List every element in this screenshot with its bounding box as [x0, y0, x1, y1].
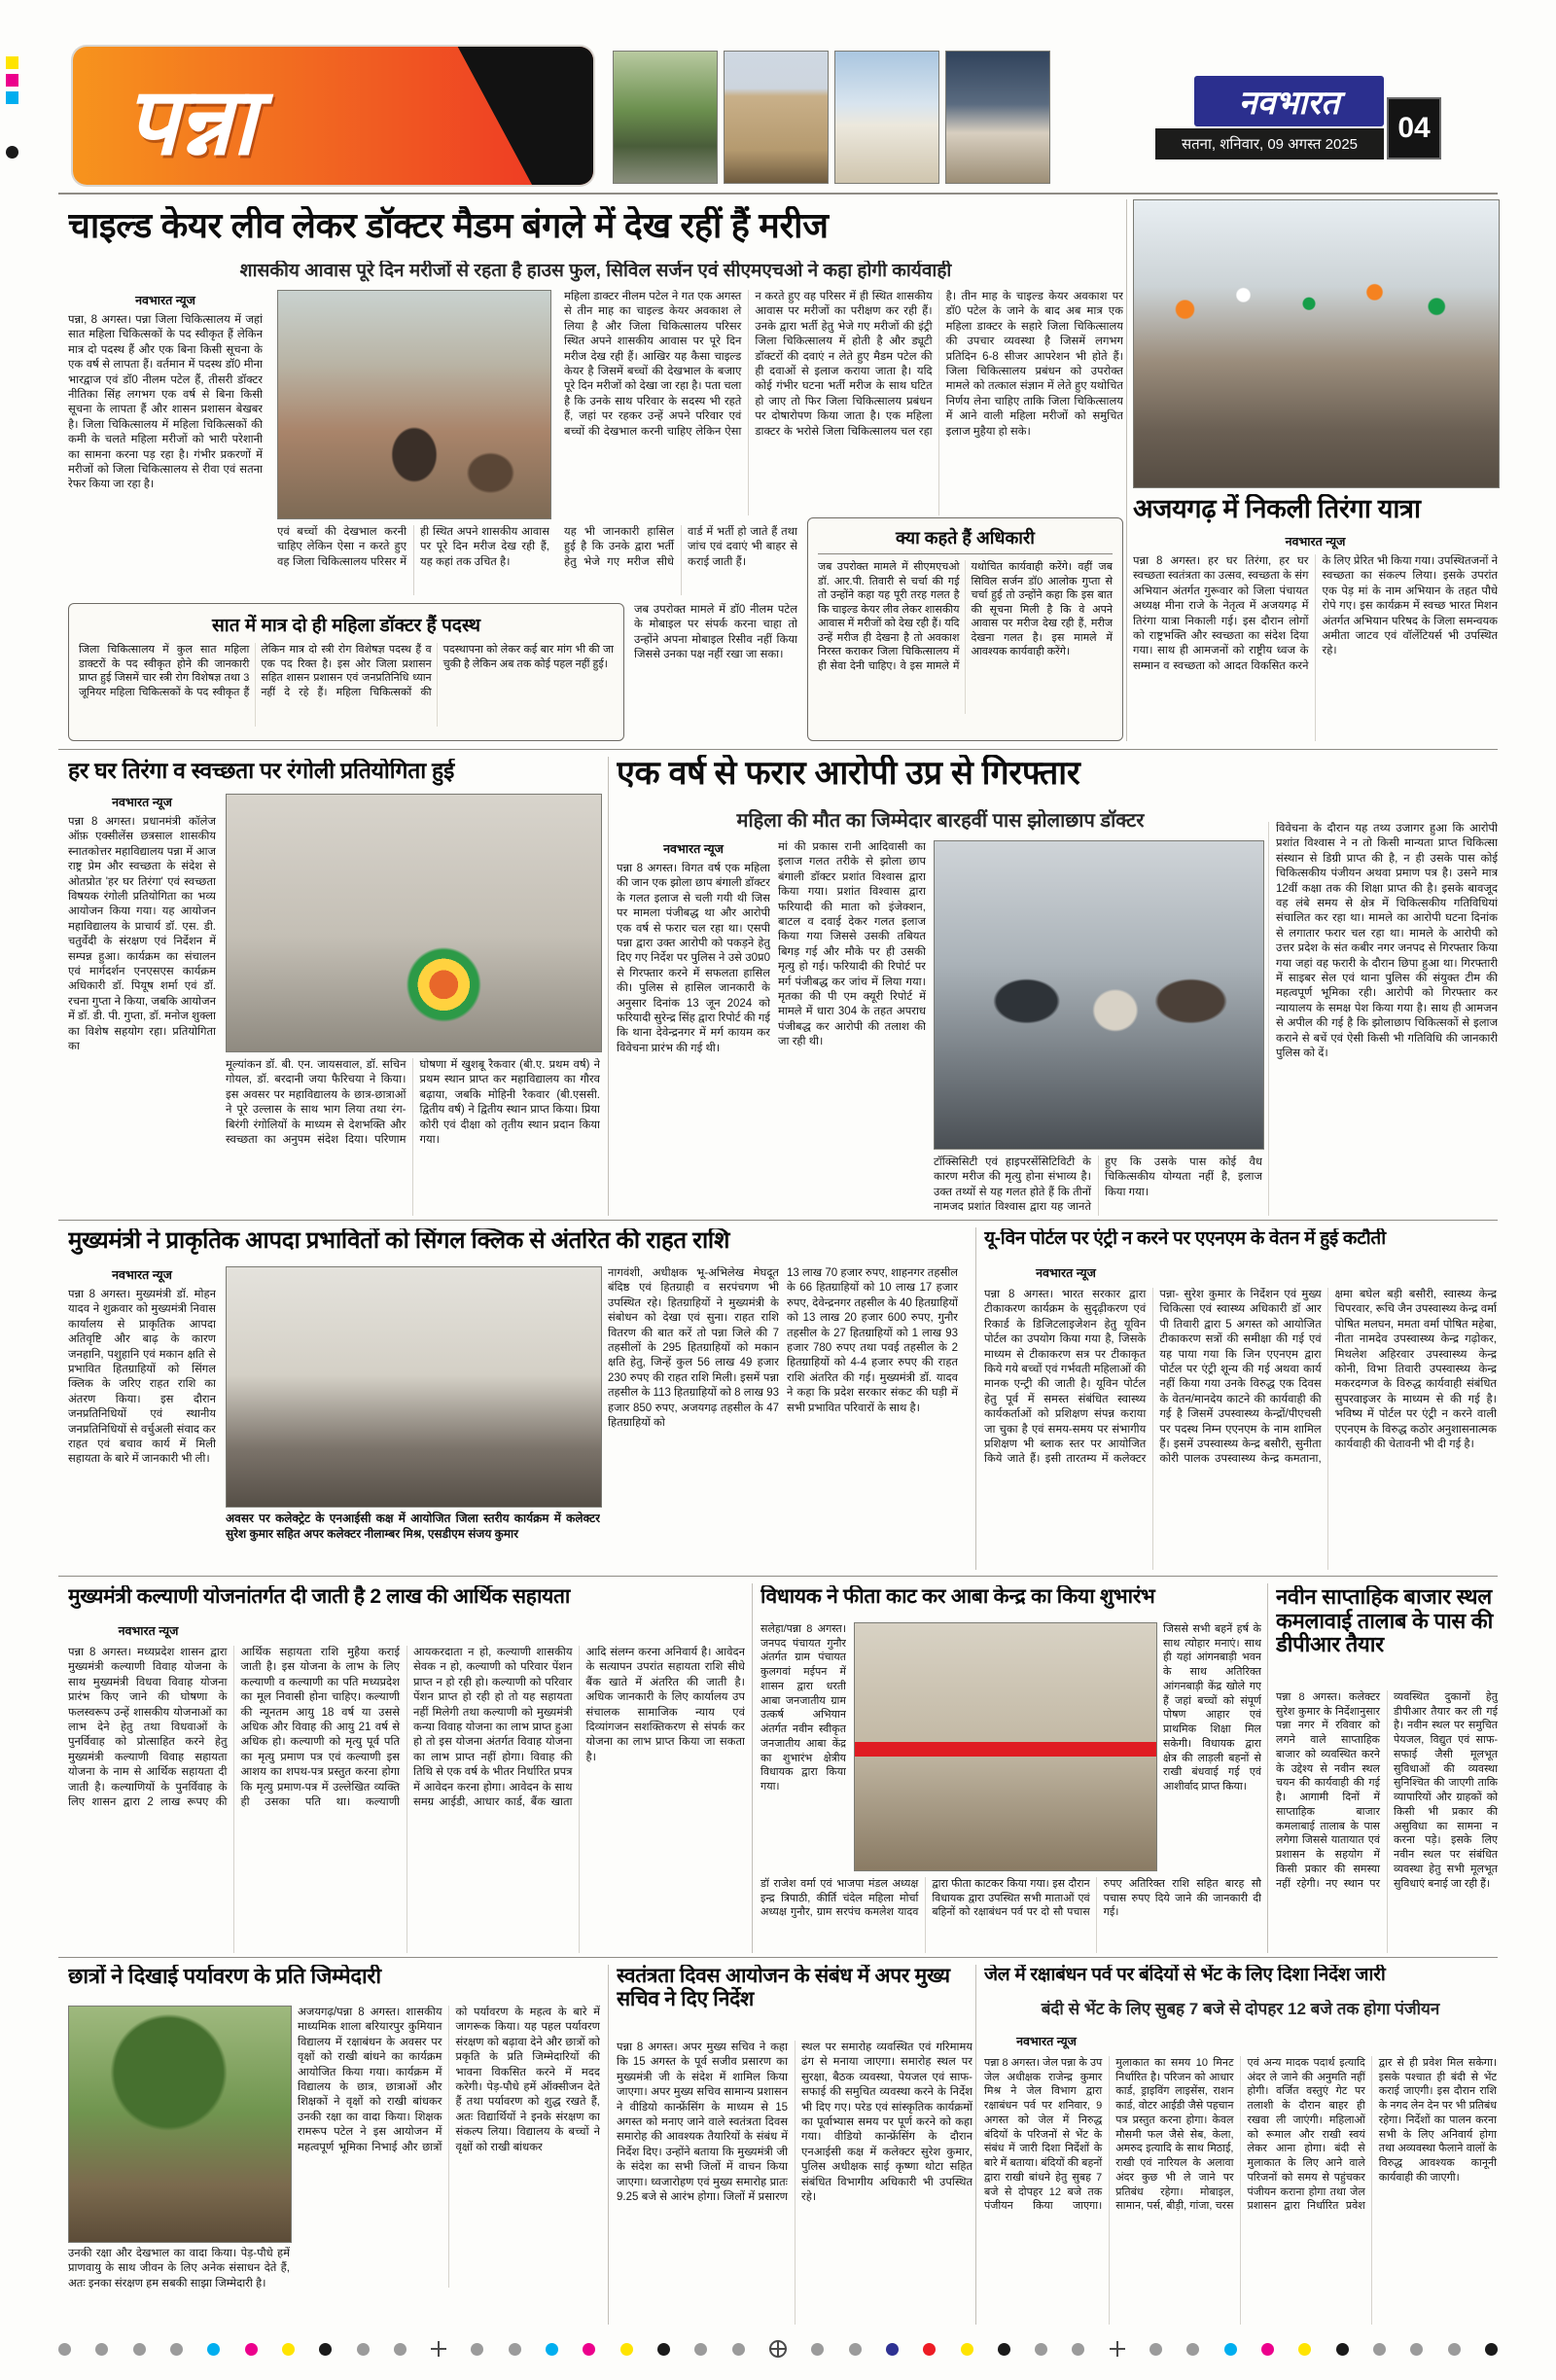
column-divider	[608, 757, 609, 1216]
photo-nic-meeting	[226, 1266, 602, 1508]
reg-dot-black	[319, 2343, 332, 2356]
reg-dot-gray	[1410, 2343, 1423, 2356]
column-divider	[1268, 822, 1269, 1216]
uwin-byline: नवभारत न्यूज	[1036, 1266, 1096, 1280]
photo-tree-rakhi	[68, 2006, 292, 2243]
tiranga-headline: अजयगढ़ में निकली तिरंगा यात्रा	[1133, 494, 1421, 523]
reg-dot-gray	[849, 2343, 862, 2356]
edition-dateline: सतना, शनिवार, 09 अगस्त 2025	[1155, 128, 1384, 160]
photo-tiranga-yatra-crowd	[1133, 199, 1500, 488]
box-doctors-posted	[68, 603, 624, 741]
reg-cross-mark	[1110, 2341, 1125, 2357]
reg-dot-yellow	[1298, 2343, 1311, 2356]
masthead-divider	[58, 193, 1498, 195]
lead-subhead: शासकीय आवास पूरे दिन मरीजों से रहता है हाउस फुल, सिविल सर्जन एवं सीएमएचओ ने कहा होगी कार्यवाही	[239, 261, 952, 281]
photo-police-arrest	[934, 840, 1264, 1150]
reg-dot-gray	[357, 2343, 370, 2356]
rangoli-headline: हर घर तिरंगा व स्वच्छता पर रंगोली प्रतियोगिता हुई	[68, 759, 454, 783]
independence-body: पन्ना 8 अगस्त। अपर मुख्य सचिव ने कहा कि 15 अगस्त के पूर्व सजीव प्रसारण का मुख्यमंत्री जी के संदेश में शामिल किया जाएगा। अपर मुख्य सचिव सामान्य प्रशासन ने वीडियो कान्फ्रेंसिंग के माध्यम से 15 अगस्त को मनाए जाने वाले स्वतंत्रता दिवस समारोह की आवश्यक तैयारियों के संबंध में निर्देश दिए। उन्होंने बताया कि मुख्यमंत्री जी के संदेश का सभी जिलों में वाचन किया जाएगा। ध्वजारोहण एवं मुख्य समारोह प्रातः 9.25 बजे से आरंभ होगा। जिलों में प्रसारण स्थल पर समारोह व्यवस्थित एवं गरिमामय ढंग से मनाया जाएगा। समारोह स्थल पर सुरक्षा, बैठक व्यवस्था, पेयजल एवं साफ-सफाई की समुचित व्यवस्था करने के निर्देश भी दिए गए। परेड एवं सांस्कृतिक कार्यक्रमों का पूर्वाभ्यास समय पर पूर्ण करने को कहा गया। वीडियो कान्फ्रेंसिंग के दौरान एनआईसी कक्ष में कलेक्टर सुरेश कुमार, पुलिस अधीक्षक साई कृष्णा थोटा सहित संबंधित विभागीय अधिकारी भी उपस्थित रहे।	[617, 2042, 972, 2204]
independence-headline: स्वतंत्रता दिवस आयोजन के संबंध में अपर मुख्य सचिव ने दिए निर्देश	[617, 1965, 950, 2010]
reg-dot-gray	[1072, 2343, 1084, 2356]
absconder-headline: एक वर्ष से फरार आरोपी उप्र से गिरफ्तार	[617, 755, 1080, 792]
jail-subhead: बंदी से भेंट के लिए सुबह 7 बजे से दोपहर 12 बजे तक होगा पंजीयन	[1041, 2000, 1440, 2018]
reg-dot-black	[1336, 2343, 1349, 2356]
relief-body-col2: नागवंशी, अधीक्षक भू-अभिलेख मेघदूत बंदिष्ठ एवं हितग्राही व सरपंचगण भी उपस्थित रहे। हितग्राहियों ने मुख्यमंत्री के संबोधन को देखा एवं सुना। राहत राशि वितरण की बात करें तो पन्ना जिले की 7 तहसीलों के 295 हितग्राहियों को मकान क्षति हेतु, जिन्हें कुल 56 लाख 49 हजार 230 रुपए की राहत राशि मिली। इसमें पन्ना तहसील के 113 हितग्राहियों को 8 लाख 93 हजार 850 रुपए, अजयगढ़ तहसील के 47 हितग्राहियों को	[608, 1267, 779, 1430]
relief-body-col3: 13 लाख 70 हजार रुपए, शाहनगर तहसील के 66 हितग्राहियों को 10 लाख 17 हजार रुपए, देवेन्द्रनगर तहसील के 40 हितग्राहियों को 13 लाख 20 हजार 600 रुपए, गुनौर तहसील के 27 हितग्राहियों को 1 लाख 93 हजार 780 रुपए तथा पवई तहसील के 2 हितग्राहियों को 4-4 हजार रुपए की राहत राशि अंतरित की गई। मुख्यमंत्री डॉ. यादव ने कहा कि प्रदेश सरकार संकट की घड़ी में सभी प्रभावित परिवारों के साथ है।	[787, 1267, 958, 1414]
reg-mark-yellow	[6, 56, 18, 69]
section-divider	[58, 1220, 1498, 1221]
absconder-body-col1: पन्ना 8 अगस्त। विगत वर्ष एक महिला की जान एक झोला छाप बंगाली डॉक्टर के गलत इलाज से चली गयी थी जिस पर मामला पंजीबद्ध था और आरोपी एक वर्ष से फरार चल रहा था। एसपी पन्ना द्वारा उक्त आरोपी को पकड़ने हेतु दिए गए निर्देश पर पुलिस ने उसे उ0प्र0 से गिरफ्तार करने में सफलता हासिल की। पुलिस से हासिल जानकारी के अनुसार दिनांक 13 जून 2024 को फरियादी सुरेन्द्र सिंह द्वारा रिपोर्ट की गई कि थाना देवेन्द्रनगर में मर्ग कायम कर विवेचना प्रारंभ की गई थी।	[617, 863, 770, 1054]
box-officials-text: जब उपरोक्त मामले में सीएमएचओ डॉ. आर.पी. तिवारी से चर्चा की गई तो उन्होंने कहा यह पूरी तरह गलत है कि चाइल्ड केयर लीव लेकर शासकीय आवास में मरीजों को देख रही हैं। यदि उन्हें मरीज ही देखना है तो अवकाश निरस्त कराकर जिला चिकित्सालय में ही सेवा देनी चाहिए। वे इस मामले में यथोचित कार्यवाही करेंगे। वहीं जब सिविल सर्जन डॉ0 आलोक गुप्ता से चर्चा हुई तो उन्होंने कहा कि इस बात की सूचना मिली है कि वे अपने आवास पर मरीज देख रही हैं, मरीज देखना गलत है। इस मामले में आवश्यक कार्यवाही करेंगे।	[818, 561, 1113, 672]
reg-dot-black	[998, 2343, 1010, 2356]
header-photo-greenery	[613, 51, 718, 184]
column-divider	[975, 1227, 976, 1570]
paper-name: नवभारत	[1194, 76, 1384, 126]
uwin-headline: यू-विन पोर्टल पर एंट्री न करने पर एएनएम के वेतन में हुई कटौती	[984, 1228, 1386, 1249]
reg-dot-black	[657, 2343, 670, 2356]
box-doctors-title: सात में मात्र दो ही महिला डॉक्टर हैं पदस्थ	[211, 616, 481, 636]
reg-dot-magenta	[583, 2343, 595, 2356]
reg-target-mark	[769, 2340, 787, 2358]
registration-marks-row	[58, 2338, 1498, 2360]
kalyani-byline: नवभारत न्यूज	[118, 1624, 179, 1638]
column-divider	[608, 1965, 609, 2325]
lead-headline: चाइल्ड केयर लीव लेकर डॉक्टर मैडम बंगले में देख रहीं हैं मरीज	[68, 206, 829, 245]
reg-dot-blue	[886, 2343, 899, 2356]
reg-dot-gray	[1186, 2343, 1199, 2356]
uwin-body: पन्ना 8 अगस्त। भारत सरकार द्वारा टीकाकरण कार्यक्रम के सुदृढ़ीकरण एवं रिकार्ड के डिजिटलाइजेशन हेतु यूविन पोर्टल का उपयोग किया गया है, जिसके माध्यम से टीकाकरण सत्र पर टीकाकृत किये गये बच्चों एवं गर्भवती महिलाओं की मानक एन्ट्री की जाती है। यूविन पोर्टल हेतु पूर्व में समस्त संबंधित स्वास्थ्य कार्यकर्ताओं को प्रशिक्षण संपन्न कराया जा चुका है एवं समय-समय पर संभागीय प्रशिक्षण भी ब्लाक स्तर पर आयोजित किये जाते हैं। इसी तारतम्य में कलेक्टर पन्ना- सुरेश कुमार के निर्देशन एवं मुख्य चिकित्सा एवं स्वास्थ्य अधिकारी डॉ आर पी तिवारी द्वारा 5 अगस्त को आयोजित टीकाकरण सत्रों की समीक्षा की गई एवं यह पाया गया कि जिन एएनएम द्वारा पोर्टल पर एंट्री शून्य की गई अथवा कार्य नहीं किया गया उनके विरुद्ध एक दिवस के वेतन/मानदेय काटने की कार्यवाही की गई है जिसमें उपस्वास्थ्य केन्द्रों/पीएचसी पर पदस्थ निम्न एएनएम के नाम शामिल हैं। इसमें उपस्वास्थ्य केन्द्र बसौरी, सुनीता कोरी पालक उपस्वास्थ्य केन्द्र कमताना, क्षमा बघेल बड़ी बसौरी, स्वास्थ्य केन्द्र चिपरवार, रूचि जैन उपस्वास्थ्य केन्द्र वर्मा पोषित मलघन, ममता वर्मा पोषित महेबा, नीता नामदेव उपस्वास्थ्य केन्द्र गढ़ोकर, मिथलेश अहिरवार उपस्वास्थ्य केन्द्र कोनी, विभा तिवारी उपस्वास्थ्य केन्द्र मकरदग्गज के विरुद्ध कार्यवाही संबंधित सुपरवाइजर के माध्यम से की गई है। भविष्य में पोर्टल पर एंट्री न करने वाली एएनएम के विरुद्ध कठोर अनुशासनात्मक कार्यवाही की चेतावनी भी दी गई है।	[984, 1289, 1497, 1466]
reg-mark-magenta	[6, 74, 18, 87]
edition-name: पन्ना	[125, 70, 257, 174]
reg-dot-magenta	[1261, 2343, 1274, 2356]
reg-dot-yellow	[961, 2343, 973, 2356]
environment-body-under: उनकी रक्षा और देखभाल का वादा किया। पेड़-पौधे हमें प्राणवायु के साथ जीवन के लिए अनेक संसाधन देते हैं, अतः इनका संरक्षण हम सबकी साझा जिम्मेदारी है।	[68, 2248, 290, 2290]
lead-body-col1: पन्ना, 8 अगस्त। पन्ना जिला चिकित्सालय में जहां सात महिला चिकित्सकों के पद स्वीकृत हैं लेकिन मात्र दो पदस्थ हैं और एक बिना किसी सूचना के एक वर्ष से लापता हैं। वर्तमान में पदस्थ डॉ0 मीना भारद्वाज एवं डॉ0 नीलम पटेल हैं, तीसरी डॉक्टर नीतिका सिंह लगभग एक वर्ष से बिना किसी सूचना के लापता हैं और शासन प्रशासन बेखबर है। जिला चिकित्सालय में महिला चिकित्सकों की कमी के चलते महिला मरीजों को भारी परेशानी का सामना करना पड़ रहा है। गंभीर प्रकरणों में मरीजों को जिला चिकित्सालय से रीवा एवं सतना रेफर किया जा रहा है।	[68, 314, 263, 491]
reg-dot-gray	[1035, 2343, 1047, 2356]
aba-body-left: सलेहा/पन्ना 8 अगस्त। जनपद पंचायत गुनौर अंतर्गत ग्राम पंचायत कुलगवां मईपन में शासन द्वारा धरती आबा जनजातीय ग्राम उत्कर्ष अभियान अंतर्गत नवीन स्वीकृत जनजातीय आबा केंद्र का शुभारंभ क्षेत्रीय विधायक द्वारा किया गया।	[760, 1623, 846, 1794]
photo-rangoli-contest	[226, 794, 602, 1052]
logo-black-wedge-shape	[374, 47, 593, 185]
section-divider	[58, 1957, 1498, 1958]
reg-dot-magenta	[245, 2343, 258, 2356]
lead-body-gap-col: जब उपरोक्त मामले में डॉ0 नीलम पटेल के मोबाइल पर संपर्क करना चाहा तो उन्होंने अपना मोबाइल रिसीव नहीं किया जिससे उनका पक्ष नहीं रखा जा सका।	[634, 604, 797, 661]
photo-ribbon-cutting	[854, 1622, 1157, 1871]
lead-byline: नवभारत न्यूज	[135, 294, 195, 307]
reg-dot-gray	[509, 2343, 521, 2356]
lead-body-right: महिला डाक्टर नीलम पटेल ने गत एक अगस्त से तीन माह का चाइल्ड केयर अवकाश ले लिया है और जिला चिकित्सालय परिसर स्थित अपने शासकीय आवास पर पूरे दिन मरीज देख रही हैं। आखिर यह कैसा चाइल्ड केयर है जिसमें बच्चों की देखभाल के बजाए पूरे दिन मरीजों को देखा जा रहा है। पता चला है कि उनके साथ परिवार के सदस्य भी रहते हैं, जहां पर रहकर उन्हें अपने परिवार एवं बच्चों की देखभाल करनी चाहिए लेकिन ऐसा न करते हुए वह परिसर में ही स्थित शासकीय आवास पर मरीजों का परीक्षण कर रही हैं। उनके द्वारा भर्ती हेतु भेजे गए मरीजों की इंट्री जिला चिकित्सालय में होती है और ड्यूटी डॉक्टरों की दवाएं न लेते हुए मैडम पटेल की ही दवाओं से इलाज कराया जाता है। यदि कोई गंभीर घटना भर्ती मरीज के साथ घटित हो जाए तो फिर जिला चिकित्सालय प्रबंधन पर दोषारोपण किया जाता है। एक महिला डाक्टर के भरोसे जिला चिकित्सालय चल रहा है। तीन माह के चाइल्ड केयर अवकाश पर डॉ0 पटेल के जाने के बाद अब मात्र एक महिला डाक्टर के सहारे जिला चिकित्सालय की उपचार व्यवस्था है जिसमें लगभग प्रतिदिन 6-8 सीजर आपरेशन भी होते हैं। जिला चिकित्सालय प्रबंधन को उपरोक्त मामले को तत्काल संज्ञान में लेते हुए यथोचित निर्णय लेना चाहिए ताकि जिला चिकित्सालय में आने वाली महिला मरीजों को समुचित इलाज मुहैया हो सके।	[564, 291, 1123, 438]
reg-dot-yellow	[282, 2343, 295, 2356]
aba-body-right: जिससे सभी बहनें हर्ष के साथ त्योहार मनाएं। साथ ही यहां आंगनबाड़ी भवन के साथ अतिरिक्त आंगनबाड़ी केंद्र खोले गए हैं जहां बच्चों को संपूर्ण पोषण आहार एवं प्राथमिक शिक्षा मिल सकेगी। विधायक द्वारा क्षेत्र की लाड़ली बहनों से राखी बंधवाई गई एवं आशीर्वाद प्राप्त किया।	[1163, 1623, 1261, 1794]
reg-dot-cyan	[1224, 2343, 1237, 2356]
aba-headline: विधायक ने फीता काट कर आबा केन्द्र का किया शुभारंभ	[760, 1585, 1155, 1608]
environment-body: अजयगढ़/पन्ना 8 अगस्त। शासकीय माध्यमिक शाला बरियारपुर कुमियान विद्यालय में रक्षाबंधन के अवसर पर वृक्षों को राखी बांधने का कार्यक्रम आयोजित किया गया। कार्यक्रम में विद्यालय के छात्र, छात्राओं और शिक्षकों ने वृक्षों को राखी बांधकर उनकी रक्षा का वादा किया। शिक्षक रामरूप पटेल ने इस आयोजन में महत्वपूर्ण भूमिका निभाई और छात्रों को पर्यावरण के महत्व के बारे में जागरूक किया। यह पहल पर्यावरण संरक्षण को बढ़ावा देने और छात्रों को प्रकृति के प्रति जिम्मेदारियों की भावना विकसित करने में मदद करेगी। पेड़-पौधे हमें ऑक्सीजन देते हैं तथा पर्यावरण को शुद्ध रखते हैं, अतः विद्यार्थियों ने इनके संरक्षण का संकल्प लिया। विद्यालय के बच्चों ने वृक्षों को राखी बांधकर	[298, 2007, 600, 2153]
column-divider	[975, 1965, 976, 2325]
reg-dot-cyan	[546, 2343, 558, 2356]
reg-dot-gray	[133, 2343, 146, 2356]
kalyani-headline: मुख्यमंत्री कल्याणी योजनांतर्गत दी जाती है 2 लाख की आर्थिक सहायता	[68, 1585, 571, 1608]
reg-dot-gray	[170, 2343, 183, 2356]
reg-cross-mark	[431, 2341, 446, 2357]
lead-body-under-photo: एवं बच्चों की देखभाल करनी चाहिए लेकिन ऐसा न करते हुए वह जिला चिकित्सालय परिसर में ही स्थित अपने शासकीय आवास पर पूरे दिन मरीज देख रही हैं, यह कहां तक उचित है।	[277, 526, 549, 568]
column-divider	[1267, 1583, 1268, 1953]
reg-dot-gray	[58, 2343, 71, 2356]
absconder-body-right: विवेचना के दौरान यह तथ्य उजागर हुआ कि आरोपी प्रशांत विश्वास ने न तो किसी मान्यता प्राप्त चिकित्सा संस्थान से डिग्री प्राप्त की है, न ही उसके पास कोई चिकित्सकीय पंजीयन अथवा प्रमाण पत्र है। उसने मात्र 12वीं कक्षा तक की शिक्षा प्राप्त की है। इसके बावजूद वह लंबे समय से क्षेत्र में चिकित्सकीय गतिविधियां संचालित कर रहा था। मामले का आरोपी घटना दिनांक से लगातार फरार चल रहा था। मामले के आरोपी को उत्तर प्रदेश के संत कबीर नगर जनपद से गिरफ्तार किया गया जहां वह फरारी के दौरान छिपा हुआ था। गिरफ्तारी में साइबर सेल एवं थाना पुलिस की संयुक्त टीम की महत्वपूर्ण भूमिका रही। आरोपी को गिरफ्तार कर न्यायालय के समक्ष पेश किया गया है। साथ ही आमजन से अपील की गई है कि झोलाछाप चिकित्सकों से इलाज कराने से बचें एवं ऐसी किसी भी गतिविधि की जानकारी पुलिस को दें।	[1276, 823, 1498, 1060]
absconder-subhead: महिला की मौत का जिम्मेदार बारहवीं पास झोलाछाप डॉक्टर	[736, 810, 1145, 832]
reg-dot-gray	[1448, 2343, 1461, 2356]
absconder-byline: नवभारत न्यूज	[663, 842, 724, 856]
lead-photo-hospital-quarters	[277, 290, 551, 519]
absconder-body-under: टॉक्सिसिटी एवं हाइपरसेंसिटिविटी के कारण मरीज की मृत्यु होना संभाव्य है। उक्त तथ्यों से यह गलत होते हैं कि तीनों नामजद प्रशांत विश्वास द्वारा यह जानते हुए कि उसके पास कोई वैध चिकित्सकीय योग्यता नहीं है, इलाज किया गया।	[934, 1156, 1262, 1214]
jail-byline: नवभारत न्यूज	[1016, 2035, 1077, 2048]
relief-photo-caption: अवसर पर कलेक्ट्रेट के एनआईसी कक्ष में आयोजित जिला स्तरीय कार्यक्रम में कलेक्टर सुरेश कुमार सहित अपर कलेक्टर नीलाम्बर मिश्र, एसडीएम संजय कुमार	[226, 1511, 600, 1541]
rangoli-byline: नवभारत न्यूज	[112, 796, 172, 809]
kalyani-body: पन्ना 8 अगस्त। मध्यप्रदेश शासन द्वारा मुख्यमंत्री कल्याणी विवाह योजना के साथ मुख्यमंत्री विधवा विवाह योजना प्रारंभ किए जाने की घोषणा के फलस्वरूप उन्हें शासकीय योजनाओं का लाभ देने हेतु तथा विधवाओं के पुनर्विवाह को प्रोत्साहित करने हेतु मुख्यमंत्री कल्याणी विवाह सहायता योजना के नाम से आर्थिक सहायता दी जाती है। कल्याणियों के पुनर्विवाह के लिए शासन द्वारा 2 लाख रूपए की आर्थिक सहायता राशि मुहैया कराई जाती है। इस योजना के लाभ के लिए कल्याणी व कल्याणी का पति मध्यप्रदेश का मूल निवासी होना चाहिए। कल्याणी की न्यूनतम आयु 18 वर्ष या उससे अधिक और विवाह की आयु 21 वर्ष से अधिक हो। कल्याणी को मृत्यु पूर्व पति का मृत्यु प्रमाण पत्र एवं कल्याणी इस आशय का शपथ-पत्र प्रस्तुत करना होगा कि मृत्यु प्रमाण-पत्र में उल्लेखित व्यक्ति ही उसका पति था। कल्याणी आयकरदाता न हो, कल्याणी शासकीय सेवक न हो, कल्याणी को परिवार पेंशन प्राप्त न हो रही हो। कल्याणी को परिवार पेंशन प्राप्त हो रही हो तो यह सहायता नहीं मिलेगी तथा कल्याणी को मुख्यमंत्री कन्या विवाह योजना का लाभ प्राप्त हुआ हो तो इस योजना अंतर्गत विवाह योजना का लाभ प्राप्त नहीं होगा। विवाह की तिथि से एक वर्ष के भीतर निर्धारित प्रपत्र में आवेदन करना होगा। आवेदन के साथ समग्र आईडी, आधार कार्ड, बैंक खाता आदि संलग्न करना अनिवार्य है। आवेदन के सत्यापन उपरांत सहायता राशि सीधे बैंक खाते में अंतरित की जाती है। अधिक जानकारी के लिए कार्यालय उप संचालक सामाजिक न्याय एवं दिव्यांगजन सशक्तिकरण से संपर्क कर योजना का लाभ प्राप्त किया जा सकता है।	[68, 1647, 745, 1809]
panna-edition-logo	[73, 47, 593, 185]
relief-headline: मुख्यमंत्री ने प्राकृतिक आपदा प्रभावितों को सिंगल क्लिक से अंतरित की राहत राशि	[68, 1228, 730, 1254]
reg-mark-black	[6, 146, 18, 159]
reg-dot-gray	[1373, 2343, 1386, 2356]
box-doctors-text: जिला चिकित्सालय में कुल सात महिला डाक्टरों के पद स्वीकृत होने की जानकारी प्राप्त हुई जिसमें चार स्त्री रोग विशेषज्ञ तथा 3 जूनियर महिला चिकित्सकों के पद स्वीकृत हैं लेकिन मात्र दो स्त्री रोग विशेषज्ञ पदस्थ हैं व एक पद रिक्त है। इस ओर जिला प्रशासन सहित शासन प्रशासन एवं जनप्रतिनिधि ध्यान नहीं दे रहे हैं। महिला चिकित्सकों की पदस्थापना को लेकर कई बार मांग भी की जा चुकी है लेकिन अब तक कोई पहल नहीं हुई।	[79, 644, 614, 698]
header-photo-shrine	[945, 51, 1050, 184]
tiranga-byline: नवभारत न्यूज	[1285, 535, 1346, 549]
box-officials	[807, 517, 1123, 741]
dpr-body: पन्ना 8 अगस्त। कलेक्टर सुरेश कुमार के निर्देशानुसार पन्ना नगर में रविवार को लगने वाले साप्ताहिक बाजार को व्यवस्थित करने के उद्देश्य से नवीन स्थल चयन की कार्यवाही की गई है। आगामी दिनों में साप्ताहिक बाजार कमलाबाई तालाब के पास लगेगा जिससे यातायात एवं प्रशासन के सहयोग में किसी प्रकार की समस्या नहीं रहेगी। नए स्थान पर व्यवस्थित दुकानों हेतु डीपीआर तैयार कर ली गई है। नवीन स्थल पर समुचित पेयजल, विद्युत एवं साफ-सफाई जैसी मूलभूत सुविधाओं की व्यवस्था सुनिश्चित की जाएगी ताकि व्यापारियों और ग्राहकों को किसी भी प्रकार की असुविधा का सामना न करना पड़े। इसके लिए नवीन स्थल पर संबंधित व्यवस्था हेतु सभी मूलभूत सुविधाएं बनाई जा रही हैं।	[1276, 1691, 1498, 1890]
jail-headline: जेल में रक्षाबंधन पर्व पर बंदियों से भेंट के लिए दिशा निर्देश जारी	[984, 1965, 1386, 1985]
header-photo-temple	[834, 51, 939, 184]
reg-dot-yellow	[620, 2343, 633, 2356]
reg-dot-gray	[471, 2343, 483, 2356]
dpr-headline: नवीन साप्ताहिक बाजार स्थल कमलावाई तालाब के पास की डीपीआर तैयार	[1276, 1585, 1494, 1657]
jail-body: पन्ना 8 अगस्त। जेल पन्ना के उप जेल अधीक्षक राजेन्द्र कुमार मिश्र ने जेल विभाग द्वारा रक्षाबंधन पर्व पर शनिवार, 9 अगस्त को जेल में निरुद्ध बंदियों के परिजनों से भेंट के संबंध में जारी दिशा निर्देशों के बारे में बताया। बंदियों की बहनों द्वारा राखी बांधने हेतु सुबह 7 बजे से दोपहर 12 बजे तक पंजीयन किया जाएगा। मुलाकात का समय 10 मिनट निर्धारित है। परिजन को आधार कार्ड, ड्राइविंग लाइसेंस, राशन कार्ड, वोटर आईडी जैसे पहचान पत्र प्रस्तुत करना होगा। केवल मौसमी फल जैसे सेब, केला, अमरुद इत्यादि के साथ मिठाई, राखी एवं नारियल के अलावा अंदर कुछ भी ले जाने पर प्रतिबंध रहेगा। मोबाइल, सामान, पर्स, बीड़ी, गांजा, चरस एवं अन्य मादक पदार्थ इत्यादि अंदर ले जाने की अनुमति नहीं होगी। वर्जित वस्तुएं गेट पर तलाशी के दौरान बाहर ही रखवा ली जाएंगी। महिलाओं को रूमाल और राखी स्वयं लेकर आना होगा। बंदी से मुलाकात के लिए आने वाले परिजनों को समय से पहुंचकर पंजीयन कराना होगा तथा जेल प्रशासन द्वारा निर्धारित प्रवेश द्वार से ही प्रवेश मिल सकेगा। इसके पश्चात ही बंदी से भेंट कराई जाएगी। इस दौरान राशि के नगद लेन देन पर भी प्रतिबंध रहेगा। निर्देशों का पालन करना सभी के लिए अनिवार्य होगा तथा अव्यवस्था फैलाने वालों के विरुद्ध आवश्यक कानूनी कार्यवाही की जाएगी।	[984, 2057, 1497, 2213]
section-divider	[58, 1576, 1498, 1577]
reg-dot-black	[1485, 2343, 1498, 2356]
relief-byline: नवभारत न्यूज	[112, 1268, 172, 1282]
reg-mark-cyan	[6, 91, 18, 104]
reg-dot-gray	[394, 2343, 407, 2356]
column-divider	[1126, 199, 1127, 741]
environment-headline: छात्रों ने दिखाई पर्यावरण के प्रति जिम्मेदारी	[68, 1965, 381, 1988]
reg-dot-gray	[95, 2343, 108, 2356]
page-number: 04	[1387, 97, 1441, 160]
section-divider	[58, 749, 1498, 750]
absconder-body-col2: मां की प्रकास रानी आदिवासी का इलाज गलत तरीके से झोला छाप बंगाली डॉक्टर प्रशांत विश्वास द्वारा किया गया। प्रशांत विश्वास द्वारा फरियादी की माता को इंजेक्शन, बाटल व दवाई देकर गलत इलाज किया गया जिससे उसकी तबियत बिगड़ गई और मौके पर ही उसकी मृत्यु हो गई। फरियादी की रिपोर्ट पर मर्ग पंजीबद्ध कर जांच में लिया गया। मृतका की पी एम क्यूरी रिपोर्ट में मामले में धारा 304 के तहत अपराध पंजीबद्ध कर आरोपी की तलाश की जा रही थी।	[778, 841, 926, 1048]
reg-dot-gray	[1149, 2343, 1162, 2356]
rangoli-body-under: मूल्यांकन डॉ. बी. एन. जायसवाल, डॉ. सचिन गोयल, डॉ. बरदानी जया फैरिचया ने किया। इस अवसर पर महाविद्यालय के छात्र-छात्राओं ने पूरे उल्लास के साथ भाग लिया तथा रंग-बिरंगी रंगोलियों के माध्यम से देशभक्ति और स्वच्छता का अनुपम संदेश दिया। परिणाम घोषणा में खुशबू रैकवार (बी.ए. प्रथम वर्ष) ने प्रथम स्थान प्राप्त कर महाविद्यालय का गौरव बढ़ाया, जबकि मोहिनी रैकवार (बी.एससी. द्वितीय वर्ष) ने द्वितीय स्थान प्राप्त किया। प्रिया कोरी एवं दीक्षा को तृतीय स्थान प्रदान किया गया।	[226, 1059, 600, 1147]
rangoli-body-col1: पन्ना 8 अगस्त। प्रधानमंत्री कॉलेज ऑफ़ एक्सीलेंस छत्रसाल शासकीय स्नातकोत्तर महाविद्यालय पन्ना में आज राष्ट्र प्रेम और स्वच्छता के संदेश से ओतप्रोत 'हर घर तिरंगा' एवं स्वच्छता विषयक रंगोली प्रतियोगिता का भव्य आयोजन किया गया। यह आयोजन महाविद्यालय के प्राचार्य डॉ. एस. डी. चतुर्वेदी के संरक्षण एवं निर्देशन में सम्पन्न हुआ। कार्यक्रम का संचालन एवं मार्गदर्शन एनएसएस कार्यक्रम अधिकारी डॉ. पियूष शर्मा एवं डॉ. रचना गुप्ता ने किया, जबकि आयोजन में डॉ. डी. पी. गुप्ता, डॉ. मनोज शुक्ला का विशेष सहयोग रहा। प्रतियोगिता का	[68, 816, 216, 1053]
relief-body-col1: पन्ना 8 अगस्त। मुख्यमंत्री डॉ. मोहन यादव ने शुक्रवार को मुख्यमंत्री निवास कार्यालय से प्राकृतिक आपदा अतिवृष्टि और बाढ़ के कारण जनहानि, पशुहानि एवं मकान क्षति से प्रभावित हितग्राहियों को सिंगल क्लिक के जरिए राहत राशि का अंतरण किया। इस दौरान जनप्रतिनिधियों एवं स्थानीय जनप्रतिनिधियों से वर्चुअली संवाद कर राहत एवं बचाव कार्य में मिली सहायता के बारे में जानकारी भी ली।	[68, 1289, 216, 1466]
box-officials-title: क्या कहते हैं अधिकारी	[818, 526, 1113, 554]
column-divider	[752, 1583, 753, 1953]
reg-dot-cyan	[207, 2343, 220, 2356]
reg-dot-gray	[732, 2343, 745, 2356]
lead-body-mid: यह भी जानकारी हासिल हुई है कि उनके द्वारा भर्ती हेतु भेजे गए मरीज सीधे वार्ड में भर्ती हो जाते हैं तथा जांच एवं दवाएं भी बाहर से कराई जाती हैं।	[564, 526, 797, 568]
aba-body-bottom: डॉ राजेश वर्मा एवं भाजपा मंडल अध्यक्ष इन्द्र त्रिपाठी, कीर्ति चंदेल महिला मोर्चा अध्यक्ष गुनौर, ग्राम सरपंच कमलेश यादव द्वारा फीता काटकर किया गया। इस दौरान विधायक द्वारा उपस्थित सभी माताओं एवं बहिनों को रक्षाबंधन पर्व पर दो सौ पचास रुपए अतिरिक्त राशि सहित बारह सौ पचास रुपए दिये जाने की जानकारी दी गई।	[760, 1878, 1261, 1919]
tiranga-body: पन्ना 8 अगस्त। हर घर तिरंगा, हर घर स्वच्छता स्वतंत्रता का उत्सव, स्वच्छता के संग अभियान अंतर्गत गुरूवार को जिला पंचायत अध्यक्ष मीना राजे के नेतृत्व में अजयगढ़ में तिरंगा यात्रा निकाली गई। इस दौरान लोगों को राष्ट्रभक्ति और स्वच्छता का संदेश दिया गया। साथ ही आमजनों को राष्ट्रीय ध्वज के सम्मान व स्वच्छता को आदत विकसित करने के लिए प्रेरित भी किया गया। उपस्थितजनों ने स्वच्छता का संकल्प लिया। इसके उपरांत एक पेड़ मां के नाम अभियान के तहत पौधे रोपे गए। इस कार्यक्रम में स्वच्छ भारत मिशन अंतर्गत अभियान परिषद के जिला समन्वयक अमीता जाटव एवं वॉलेंटियर्स भी उपस्थित रहे।	[1133, 555, 1498, 672]
header-photo-palace	[724, 51, 829, 184]
reg-dot-red	[923, 2343, 936, 2356]
reg-dot-gray	[811, 2343, 824, 2356]
reg-dot-gray	[694, 2343, 707, 2356]
